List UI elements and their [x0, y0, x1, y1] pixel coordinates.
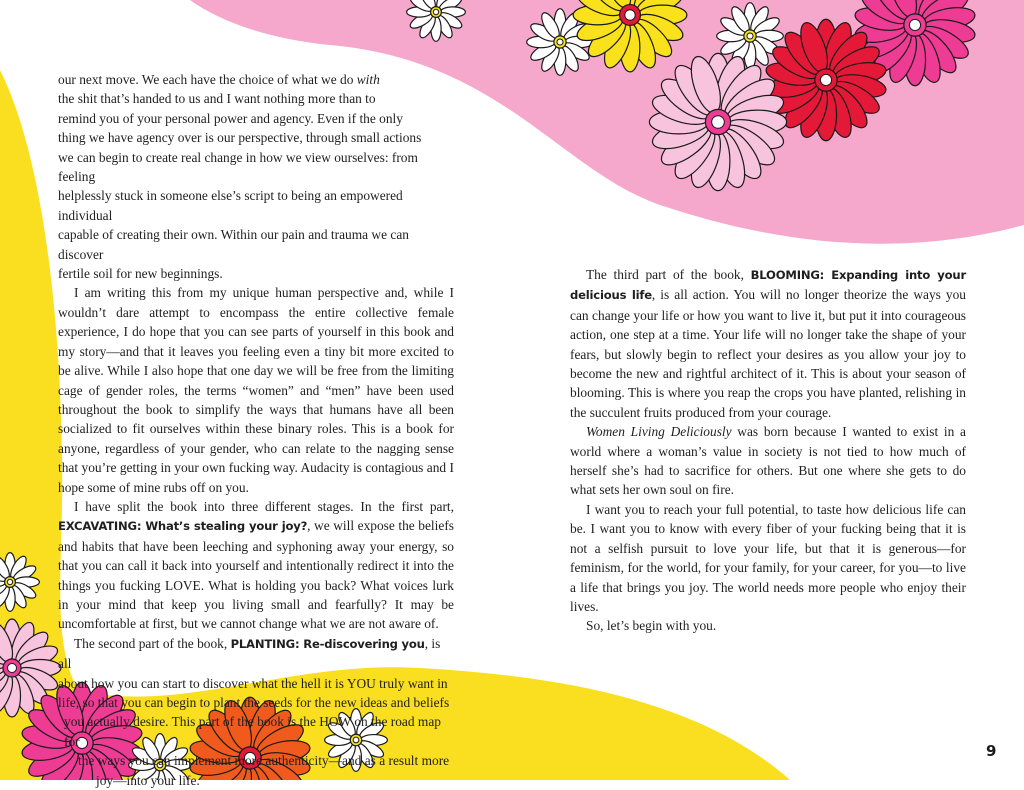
text-line: helplessly stuck in someone else’s script to being an empowered individual [58, 188, 403, 223]
left-page-text [58, 70, 454, 790]
text-line: about how you can start to discover what the hell it is YOU truly want in [58, 675, 448, 691]
text-line: The second part of the book, PLANTING: Re-discovering you, is all [58, 635, 441, 672]
text-line: remind you of your personal power and agency. Even if the only [58, 110, 403, 126]
right-page-text [570, 265, 966, 636]
text-line: you actually desire. This part of the book is the HOW on the road map for [64, 714, 441, 749]
intro-paragraph [58, 70, 454, 283]
section-title-blooming: BLOOMING: Expanding into your delicious life [570, 268, 966, 303]
section-title-planting: PLANTING: Re-discovering you [230, 636, 425, 651]
text-line: our next move. We each have the choice of what we do with [58, 72, 380, 87]
text-line: thing we have agency over is our perspective, through small actions [58, 130, 422, 146]
text-line: we can begin to create real change in how we view ourselves: from feeling [58, 149, 418, 185]
book-title: Women Living Deliciously [586, 424, 732, 440]
text-line: the shit that’s handed to us and I want nothing more than to [58, 91, 376, 107]
page-number: 9 [986, 742, 997, 760]
closing-line: So, let’s begin with you. [586, 618, 717, 634]
text-line: capable of creating their own. Within our pain and trauma we can discover [58, 227, 409, 262]
perspective-paragraph: I am writing this from my unique human perspective and, while I wouldn’t dare attempt to encompass the entire collective female experience, I do hope that you can see parts of yourself in this book and my story—and that it leaves you feeling even a tiny bit more excited to be alive. While I also hope that one day we will be free from the limiting cage of gender roles, the terms “women” and “men” have been used throughout the book to simplify the ways that humans have all been socialized to fit ourselves within these binary roles. This is a book for anyone, regardless of your gender, who can relate to the nagging sense that you’re getting in your own fucking way. Audacity is contagious and I hope some of mine rubs off on you. [58, 285, 454, 495]
text-line: fertile soil for new beginnings. [58, 266, 223, 282]
potential-paragraph: I want you to reach your full potential, to taste how delicious life can be. I want you to know with every fiber of your fucking being that it is not a selfish pursuit to love your life, but that it is generous—for feminism, for the world, for your family, for your career, for you—to live a life that brings you joy. The world needs more people who enjoy their lives. [570, 501, 966, 614]
emphasis: with [356, 72, 380, 87]
book-origin-paragraph: Women Living Deliciously was born because I wanted to exist in a world where a woman’s value in society is not tied to how much of herself she’s had to sacrifice for others. But one where she gets to do what sets her own soul on fire. [570, 424, 966, 498]
planting-paragraph [58, 634, 454, 790]
section-title-excavating: EXCAVATING: What’s stealing your joy? [58, 519, 308, 534]
text-line: life, so that you can begin to plant the seeds for the new ideas and beliefs [58, 695, 450, 710]
excavating-paragraph: I have split the book into three different stages. In the first part, EXCAVATING: What’s stealing your joy?, we will expose the beliefs and habits that have been leeching and syphoning away your energy, so that you can call it back into yourself and intentionally redirect it into the things you fucking LOVE. What is holding you back? What voices lurk in your mind that keep you living small and fearfully? It may be uncomfortable at first, but we cannot change what we are not aware of. [58, 498, 454, 632]
text-line: the ways you can implement more authenticity—and as a result more [78, 753, 450, 769]
text-line: joy—into your life. [96, 772, 200, 788]
blooming-paragraph: The third part of the book, BLOOMING: Expanding into your delicious life, is all action. You will no longer theorize the ways you can change your life or how you want to live it, but put it into courageous action, one step at a time. Your life will no longer take the shape of your fears, but slowly begin to reflect your desires as you allow your joy to become the new and rightful architect of it. This is about your season of blooming. This is where you reap the crops you have planted, relishing in the succulent fruits produced from your courage. [570, 267, 967, 420]
